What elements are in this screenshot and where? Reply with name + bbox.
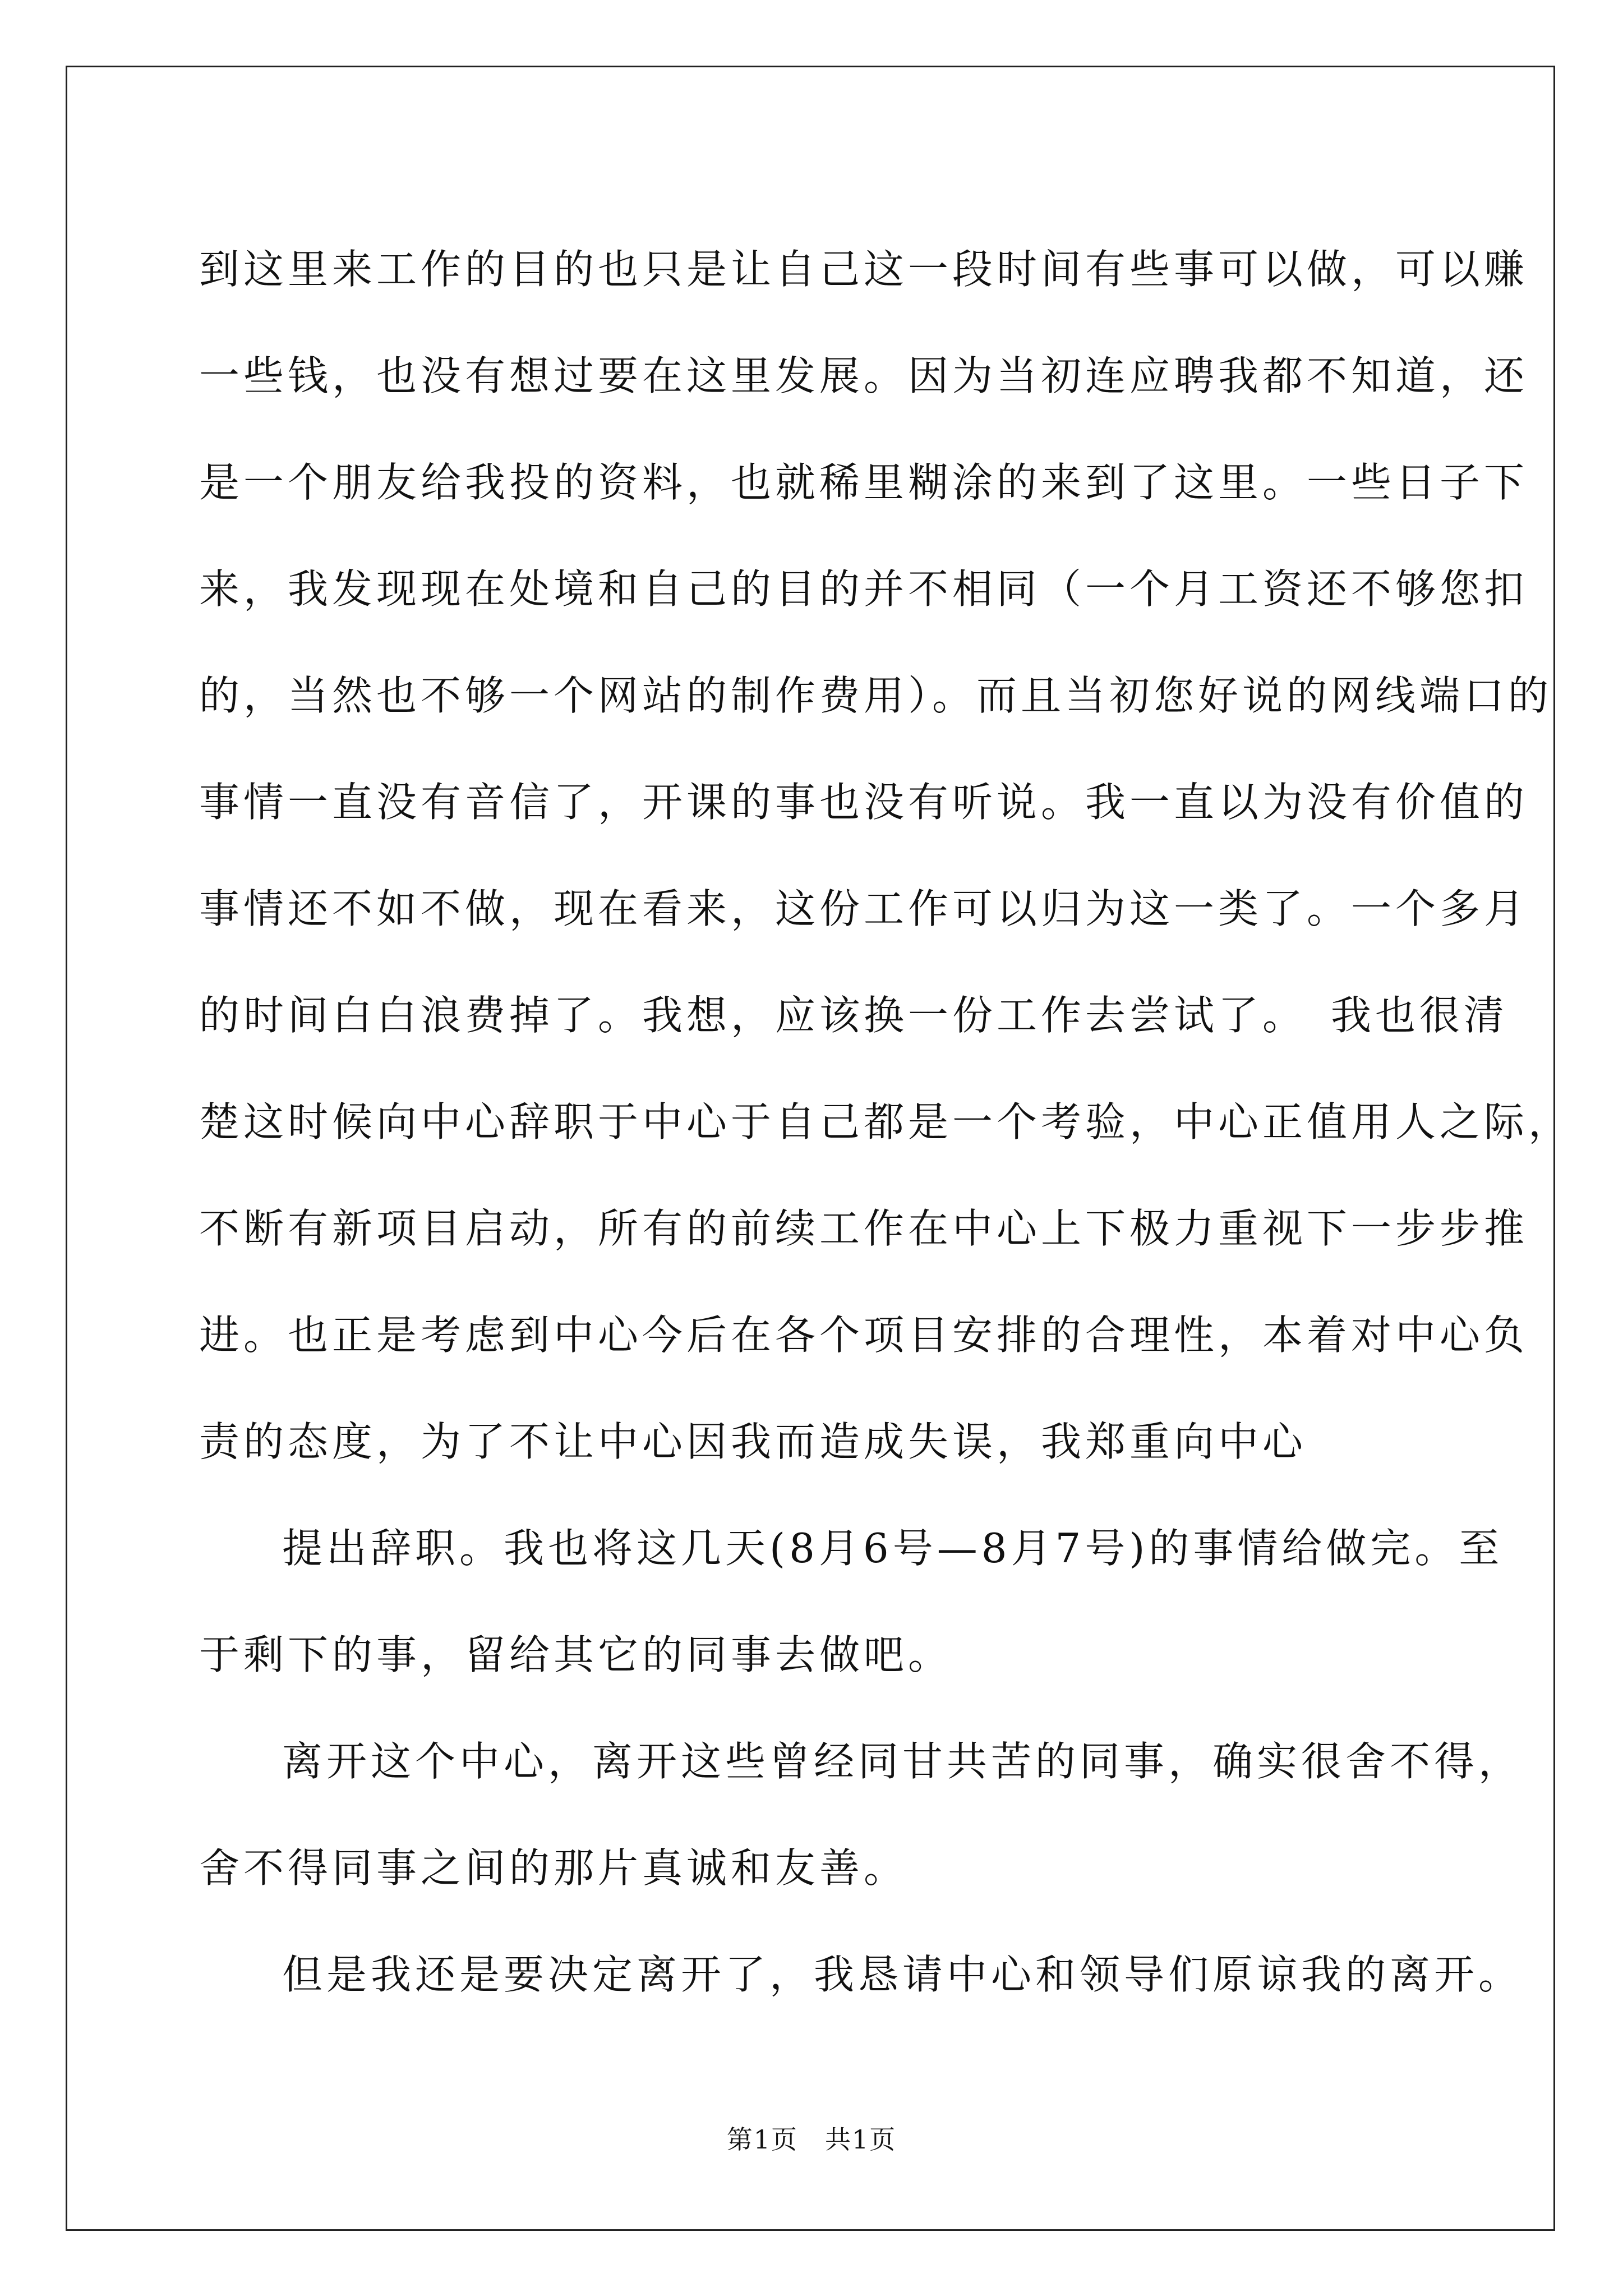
paragraph-first-line: 离开这个中心，离开这些曾经同甘共苦的同事，确实很舍不得， — [282, 1738, 1523, 1785]
text-line: 是一个朋友给我投的资料，也就稀里糊涂的来到了这里。一些日子下 — [199, 459, 1529, 506]
text-line: 来，我发现现在处境和自己的目的并不相同（一个月工资还不够您扣 — [199, 565, 1529, 613]
text-line: 到这里来工作的目的也只是让自己这一段时间有些事可以做，可以赚 — [199, 246, 1529, 293]
text-line: 一些钱，也没有想过要在这里发展。因为当初连应聘我都不知道，还 — [199, 352, 1529, 399]
text-line: 责的态度，为了不让中心因我而造成失误，我郑重向中心 — [199, 1418, 1307, 1465]
paragraph-first-line: 但是我还是要决定离开了，我恳请中心和领导们原谅我的离开。 — [282, 1951, 1523, 1998]
page-number-footer: 第1页 共1页 — [726, 2124, 897, 2155]
text-line: 进。也正是考虑到中心今后在各个项目安排的合理性，本着对中心负 — [199, 1312, 1529, 1359]
text-line: 的时间白白浪费掉了。我想，应该换一份工作去尝试了。 我也很清 — [199, 992, 1509, 1039]
text-line: 的，当然也不够一个网站的制作费用）。而且当初您好说的网线端口的 — [199, 672, 1553, 719]
text-line: 事情还不如不做，现在看来，这份工作可以归为这一类了。一个多月 — [199, 885, 1529, 932]
document-body — [199, 216, 1573, 2028]
text-line: 于剩下的事，留给其它的同事去做吧。 — [199, 1631, 953, 1678]
text-line: 楚这时候向中心辞职于中心于自己都是一个考验，中心正值用人之际， — [199, 1098, 1573, 1145]
text-line: 舍不得同事之间的那片真诚和友善。 — [199, 1844, 909, 1892]
text-line: 不断有新项目启动，所有的前续工作在中心上下极力重视下一步步推 — [199, 1205, 1529, 1252]
text-line: 事情一直没有音信了，开课的事也没有听说。我一直以为没有价值的 — [199, 779, 1529, 826]
paragraph-first-line: 提出辞职。我也将这几天(8月6号—8月7号)的事情给做完。至 — [282, 1525, 1504, 1572]
